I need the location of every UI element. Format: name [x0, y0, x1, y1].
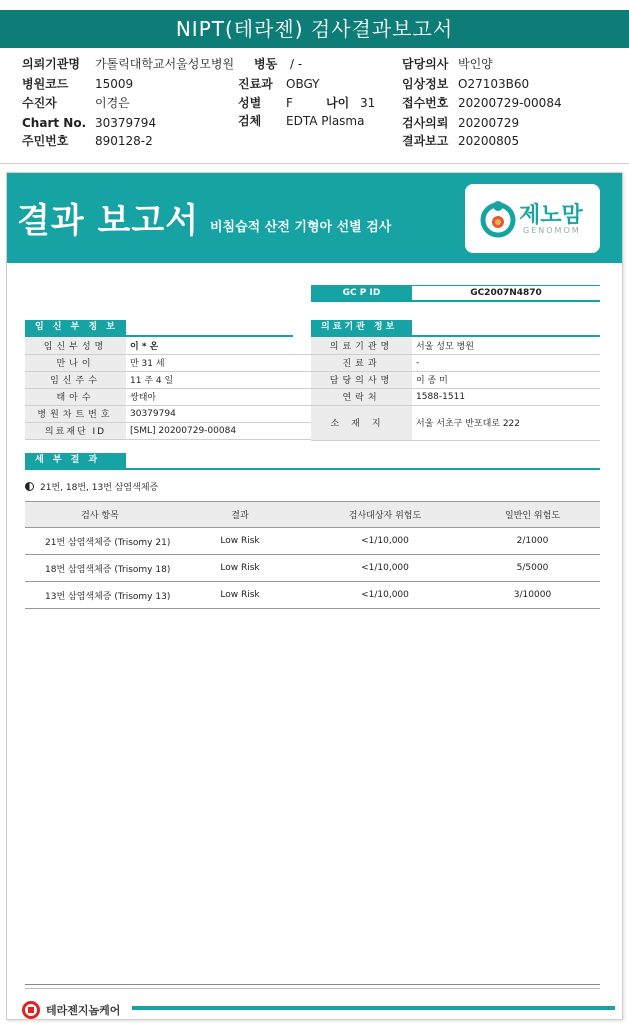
pregnant-key: 임신주수	[25, 371, 126, 388]
table-row	[25, 528, 600, 555]
receipt-label: 접수번호	[402, 96, 449, 110]
detail-results-line	[25, 468, 600, 470]
doctor-value: 박인양	[458, 57, 493, 71]
pregnant-key: 병원차트번호	[25, 405, 126, 422]
clinical-label: 임상정보	[402, 77, 449, 91]
ward-label: 병동	[254, 57, 278, 71]
pregnant-key: 만나이	[25, 354, 126, 371]
pregnant-value: 11 주 4 일	[126, 371, 311, 388]
requesting-org-label: 의뢰기관명	[22, 57, 80, 71]
pregnant-value: 만 31 세	[126, 354, 311, 371]
pregnant-key: 태아수	[25, 388, 126, 405]
table-row	[25, 405, 311, 422]
column-header: 검사대상자 위험도	[305, 502, 465, 528]
age-value: 31	[360, 96, 376, 110]
result-item: 21번 삼염색체증 (Trisomy 21)	[25, 528, 175, 555]
results-table	[25, 501, 600, 609]
institution-key: 소재지	[311, 405, 412, 440]
detail-subtitle-text: 21번, 18번, 13번 삼염색체증	[40, 483, 159, 493]
genomom-logo-icon	[479, 198, 517, 238]
header-divider	[0, 163, 629, 164]
institution-value: 서울 서초구 반포대로 222	[412, 405, 600, 440]
pregnant-value: 30379794	[126, 405, 311, 422]
institution-value: -	[412, 354, 600, 371]
result-item: 18번 삼염색체증 (Trisomy 18)	[25, 555, 175, 582]
result-value: Low Risk	[175, 528, 305, 555]
result-value: Low Risk	[175, 582, 305, 609]
table-row	[311, 337, 600, 354]
table-row	[25, 422, 311, 439]
report-title: NIPT(테라젠) 검사결과보고서	[0, 10, 629, 48]
column-header: 일반인 위험도	[465, 502, 600, 528]
general-risk: 2/1000	[465, 528, 600, 555]
age-label: 나이	[326, 96, 350, 110]
pregnant-key: 의료재단 ID	[25, 422, 126, 439]
theragen-logo-icon	[22, 1001, 40, 1019]
report-banner	[7, 173, 622, 263]
column-header: 결과	[175, 502, 305, 528]
general-risk: 5/5000	[465, 555, 600, 582]
pregnant-info-table	[25, 337, 311, 440]
genomom-logo	[465, 184, 600, 253]
doctor-label: 담당의사	[402, 57, 449, 71]
institution-info-table	[311, 337, 600, 441]
specimen-label: 검체	[238, 114, 262, 128]
report-date-value: 20200805	[458, 134, 520, 148]
dept-value: OBGY	[286, 77, 320, 91]
specimen-value: EDTA Plasma	[286, 114, 365, 128]
pregnant-value: 이 * 온	[126, 337, 311, 354]
institution-value: 서울 성모 병원	[412, 337, 600, 354]
report-page	[6, 172, 623, 1020]
table-row	[25, 371, 311, 388]
hospital-code-value: 15009	[95, 77, 134, 91]
request-date-label: 검사의뢰	[402, 116, 449, 130]
institution-key: 의료기관명	[311, 337, 412, 354]
patient-label: 수진자	[22, 96, 57, 110]
result-value: Low Risk	[175, 555, 305, 582]
subject-risk: <1/10,000	[305, 582, 465, 609]
subject-risk: <1/10,000	[305, 555, 465, 582]
rrn-value: 890128-2	[95, 134, 153, 148]
hospital-code-label: 병원코드	[22, 77, 69, 91]
institution-value: 이 종 미	[412, 371, 600, 388]
ward-value: / -	[290, 57, 303, 71]
bottom-divider	[25, 984, 600, 985]
table-row	[25, 555, 600, 582]
table-row	[25, 582, 600, 609]
sex-label: 성별	[238, 96, 262, 110]
footer	[0, 996, 629, 1028]
general-risk: 3/10000	[465, 582, 600, 609]
institution-key: 진료과	[311, 354, 412, 371]
genomom-logo-text: 제노맘	[519, 203, 583, 228]
results-header-row	[25, 502, 600, 528]
rrn-label: 주민번호	[22, 134, 69, 148]
footer-bar	[132, 1006, 615, 1010]
footer-company: 테라젠지놈케어	[46, 1004, 121, 1017]
sex-value: F	[286, 96, 293, 110]
table-row	[311, 354, 600, 371]
genomom-logo-subtext: GENOMOM	[523, 226, 581, 235]
dept-label: 진료과	[238, 77, 273, 91]
clinical-value: O27103B60	[458, 77, 530, 91]
pregnant-key: 임신부성명	[25, 337, 126, 354]
chart-label: Chart No.	[22, 116, 87, 130]
table-row	[311, 371, 600, 388]
table-row	[25, 337, 311, 354]
detail-subtitle	[25, 480, 158, 493]
institution-key: 담당의사명	[311, 371, 412, 388]
bottom-divider-secondary	[25, 988, 600, 989]
table-row	[25, 388, 311, 405]
gcpid-value: GC2007N4870	[412, 285, 600, 302]
receipt-value: 20200729-00084	[458, 96, 562, 110]
institution-info-title: 의료기관 정보	[311, 320, 412, 335]
subject-risk: <1/10,000	[305, 528, 465, 555]
chart-value: 30379794	[95, 116, 157, 130]
patient-value: 이경은	[95, 96, 130, 110]
banner-title: 결과 보고서	[17, 201, 200, 241]
half-circle-icon	[25, 482, 34, 491]
institution-value: 1588-1511	[412, 388, 600, 405]
table-row	[25, 354, 311, 371]
institution-key: 연락처	[311, 388, 412, 405]
table-row	[311, 388, 600, 405]
requesting-org-value: 가톨릭대학교서울성모병원	[95, 57, 235, 71]
pregnant-info-title: 임 신 부 정 보	[25, 320, 126, 335]
gcpid-label: GC P ID	[311, 285, 412, 302]
pregnant-value: [SML] 20200729-00084	[126, 422, 311, 439]
request-date-value: 20200729	[458, 116, 520, 130]
report-date-label: 결과보고	[402, 134, 449, 148]
banner-subtitle: 비침습적 산전 기형아 선별 검사	[210, 220, 392, 235]
pregnant-value: 쌍태아	[126, 388, 311, 405]
table-row	[311, 405, 600, 440]
result-item: 13번 삼염색체증 (Trisomy 13)	[25, 582, 175, 609]
detail-results-title: 세 부 결 과	[25, 453, 126, 468]
column-header: 검사 항목	[25, 502, 175, 528]
